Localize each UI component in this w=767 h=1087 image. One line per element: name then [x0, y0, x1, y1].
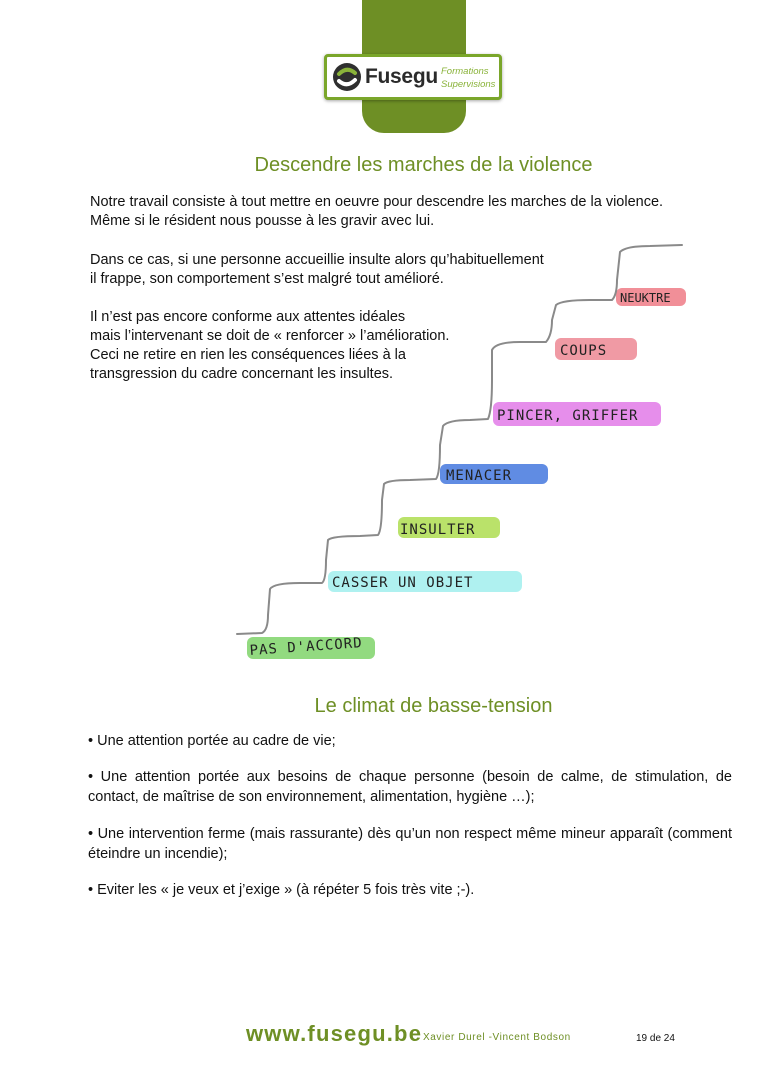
paragraph-line: Ceci ne retire en rien les conséquences liées à la	[90, 347, 406, 363]
section-title-low-tension: Le climat de basse-tension	[314, 695, 553, 717]
paragraph-line: transgression du cadre concernant les insultes.	[90, 366, 394, 382]
step-label-pas-daccord: PAS D'ACCORD	[249, 635, 364, 659]
step-label-coups: COUPS	[560, 343, 608, 359]
logo-subtitle-2: Supervisions	[441, 79, 496, 90]
paragraph-line: Dans ce cas, si une personne accueillie insulte alors qu’habituellement	[90, 252, 544, 268]
bullet-item: • Eviter les « je veux et j’exige » (à répéter 5 fois très vite ;-).	[88, 882, 475, 898]
footer-website: www.fusegu.be	[246, 1021, 423, 1046]
step-label-neutre: NEUKTRE	[620, 291, 671, 305]
bullet-item: • Une attention portée aux besoins de chaque personne (besoin de calme, de stimulation, de contact, de maîtrise de son environnement, alimentation, hygiène …);	[88, 769, 732, 805]
footer-authors: Xavier Durel -Vincent Bodson	[423, 1032, 571, 1043]
section-title-violence: Descendre les marches de la violence	[254, 154, 593, 176]
step-label-pincer-griffer: PINCER, GRIFFER	[497, 408, 639, 424]
paragraph-line: Même si le résident nous pousse à les gravir avec lui.	[90, 213, 435, 229]
step-label-casser-un-objet: CASSER UN OBJET	[332, 575, 474, 591]
paragraph-line: mais l’intervenant se doit de « renforcer » l’amélioration.	[90, 328, 450, 344]
bullet-item: • Une intervention ferme (mais rassurante) dès qu’un non respect même mineur apparaît (comment éteindre un incendie);	[88, 826, 732, 862]
paragraph-line: Notre travail consiste à tout mettre en oeuvre pour descendre les marches de la violence.	[90, 194, 664, 210]
step-label-menacer: MENACER	[446, 468, 513, 484]
logo-subtitle-1: Formations	[441, 66, 489, 77]
logo-wordmark: Fusegu	[365, 65, 438, 88]
bullet-item: • Une attention portée au cadre de vie;	[88, 733, 336, 749]
paragraph-line: Il n’est pas encore conforme aux attentes idéales	[90, 309, 406, 325]
page-number: 19 de 24	[636, 1033, 675, 1044]
step-label-insulter: INSULTER	[400, 522, 476, 538]
paragraph-line: il frappe, son comportement s’est malgré tout amélioré.	[90, 271, 444, 287]
